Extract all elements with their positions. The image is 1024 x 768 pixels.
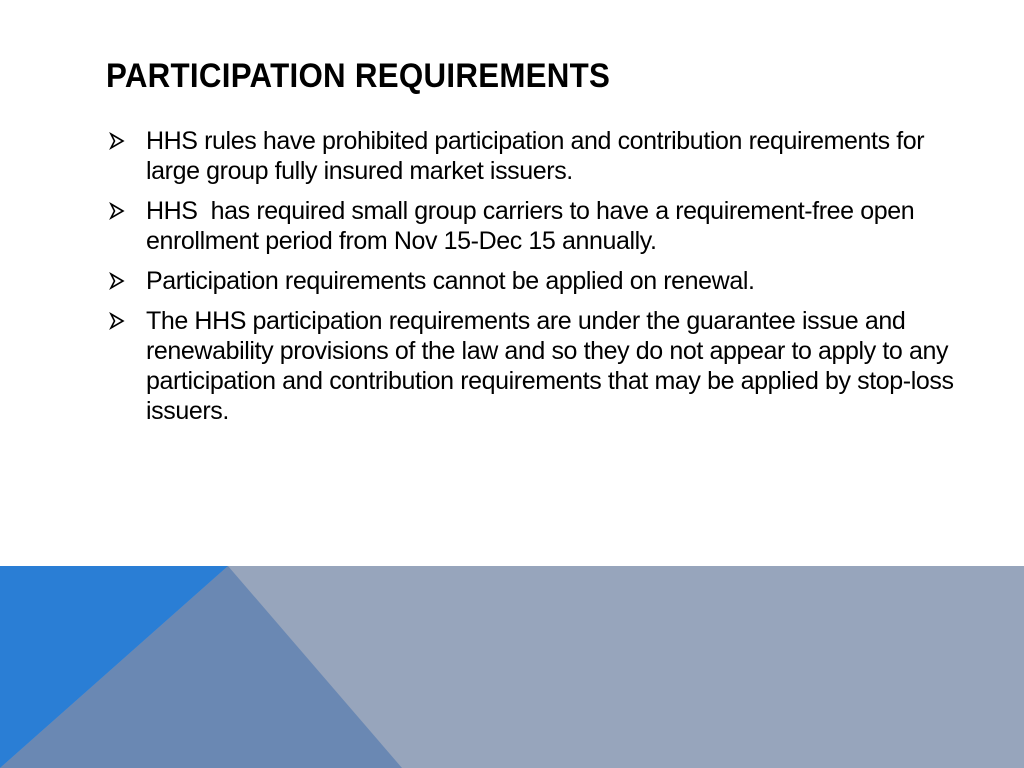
bullet-text: Participation requirements cannot be applied on renewal. — [146, 267, 755, 295]
bullet-text: HHS has required small group carriers to have a requirement-free open enrollment period from Nov 15-Dec 15 annually. — [146, 197, 921, 255]
arrowhead-bullet-icon — [108, 306, 132, 336]
bullet-text: HHS rules have prohibited participation and contribution requirements for large group fully insured market issuers. — [146, 127, 931, 185]
bullet-item — [108, 266, 948, 296]
bullet-item — [108, 126, 948, 186]
bullet-text: The HHS participation requirements are under the guarantee issue and renewability provisions of the law and so they do not appear to apply to any participation and contribution requirements that may be applied by stop-loss issuers. — [146, 307, 961, 425]
bullet-item — [108, 196, 948, 256]
arrowhead-bullet-icon — [108, 196, 132, 226]
slide-title: PARTICIPATION REQUIREMENTS — [106, 57, 611, 95]
arrowhead-bullet-icon — [108, 266, 132, 296]
bullet-item — [108, 306, 961, 426]
decorative-footer-band — [0, 566, 1024, 768]
bullet-list — [108, 126, 961, 436]
arrowhead-bullet-icon — [108, 126, 132, 156]
